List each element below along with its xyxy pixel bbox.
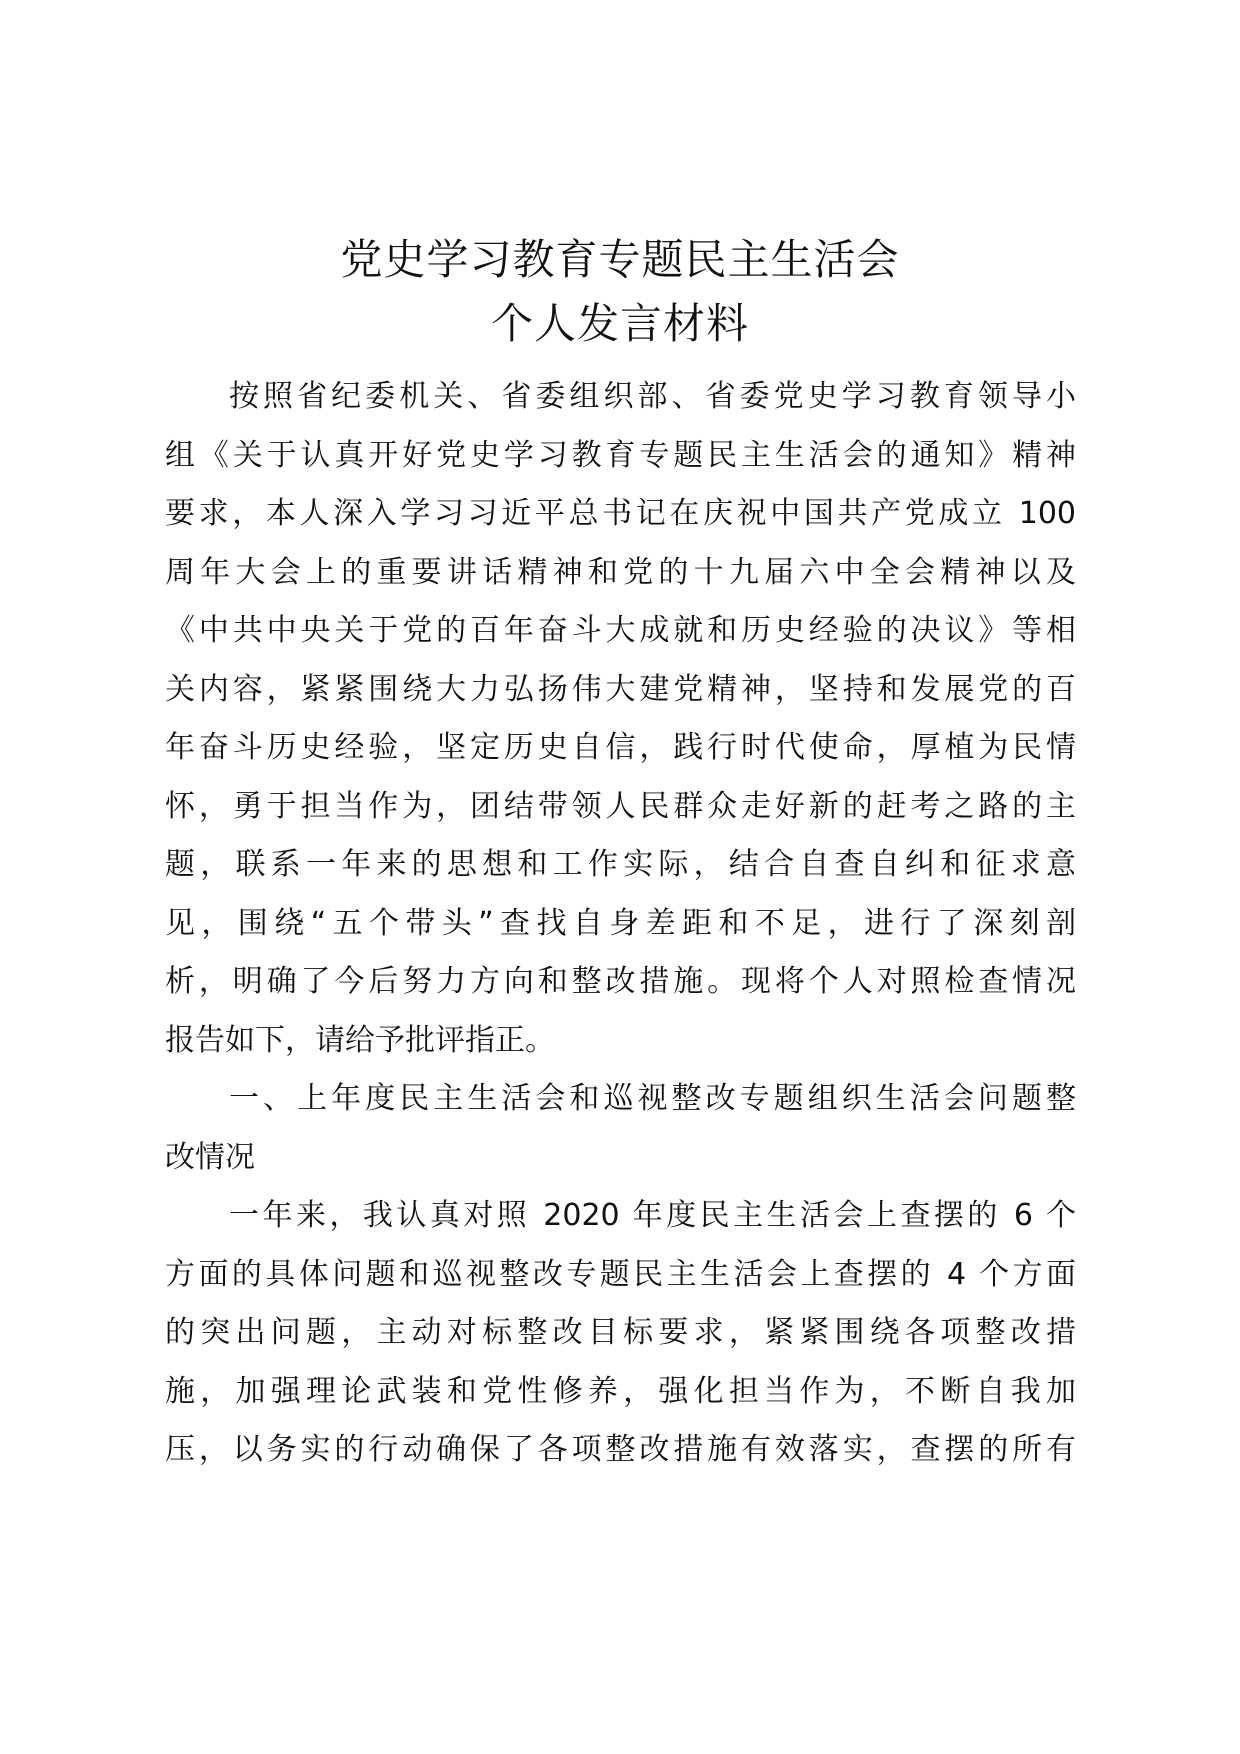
title-line-2: 个人发言材料 — [490, 299, 749, 348]
paragraph-line: 关内容，紧紧围绕大力弘扬伟大建党精神，坚持和发展党的百 — [165, 671, 1076, 707]
paragraph-line: 按照省纪委机关、省委组织部、省委党史学习教育领导小 — [229, 379, 1076, 414]
paragraph-line: 的突出问题，主动对标整改目标要求，紧紧围绕各项整改措 — [165, 1315, 1076, 1350]
section-heading-line: 改情况 — [165, 1139, 255, 1175]
paragraph-line: 怀，勇于担当作为，团结带领人民群众走好新的赶考之路的主 — [165, 788, 1076, 824]
paragraph-line: 方面的具体问题和巡视整改专题民主生活会上查摆的 4 个方面 — [165, 1256, 1076, 1292]
paragraph-line: 组《关于认真开好党史学习教育专题民主生活会的通知》精神 — [165, 437, 1076, 473]
paragraph-line: 析，明确了今后努力方向和整改措施。现将个人对照检查情况 — [165, 964, 1076, 999]
paragraph-line: 题，联系一年来的思想和工作实际，结合自查自纠和征求意 — [165, 847, 1076, 882]
title-line-1: 党史学习教育专题民主生活会 — [340, 235, 900, 284]
document-title — [0, 228, 1240, 356]
paragraph-line: 年奋斗历史经验，坚定历史自信，践行时代使命，厚植为民情 — [165, 730, 1076, 765]
paragraph-line: 见，围绕“五个带头”查找自身差距和不足，进行了深刻剖 — [165, 905, 1076, 941]
paragraph-line: 要求，本人深入学习习近平总书记在庆祝中国共产党成立 100 — [165, 496, 1076, 531]
paragraph-line: 报告如下，请给予批评指正。 — [165, 1022, 555, 1058]
paragraph-line: 周年大会上的重要讲话精神和党的十九届六中全会精神以及 — [165, 554, 1076, 590]
paragraph-line: 施，加强理论武装和党性修养，强化担当作为，不断自我加 — [165, 1373, 1076, 1409]
section-heading-line: 一、上年度民主生活会和巡视整改专题组织生活会问题整 — [229, 1081, 1076, 1116]
paragraph-line: 《中共中央关于党的百年奋斗大成就和历史经验的决议》等相 — [165, 613, 1076, 648]
paragraph-line: 压，以务实的行动确保了各项整改措施有效落实，查摆的所有 — [165, 1432, 1076, 1467]
document-body — [165, 368, 1076, 1480]
paragraph-line: 一年来，我认真对照 2020 年度民主生活会上查摆的 6 个 — [229, 1198, 1076, 1233]
